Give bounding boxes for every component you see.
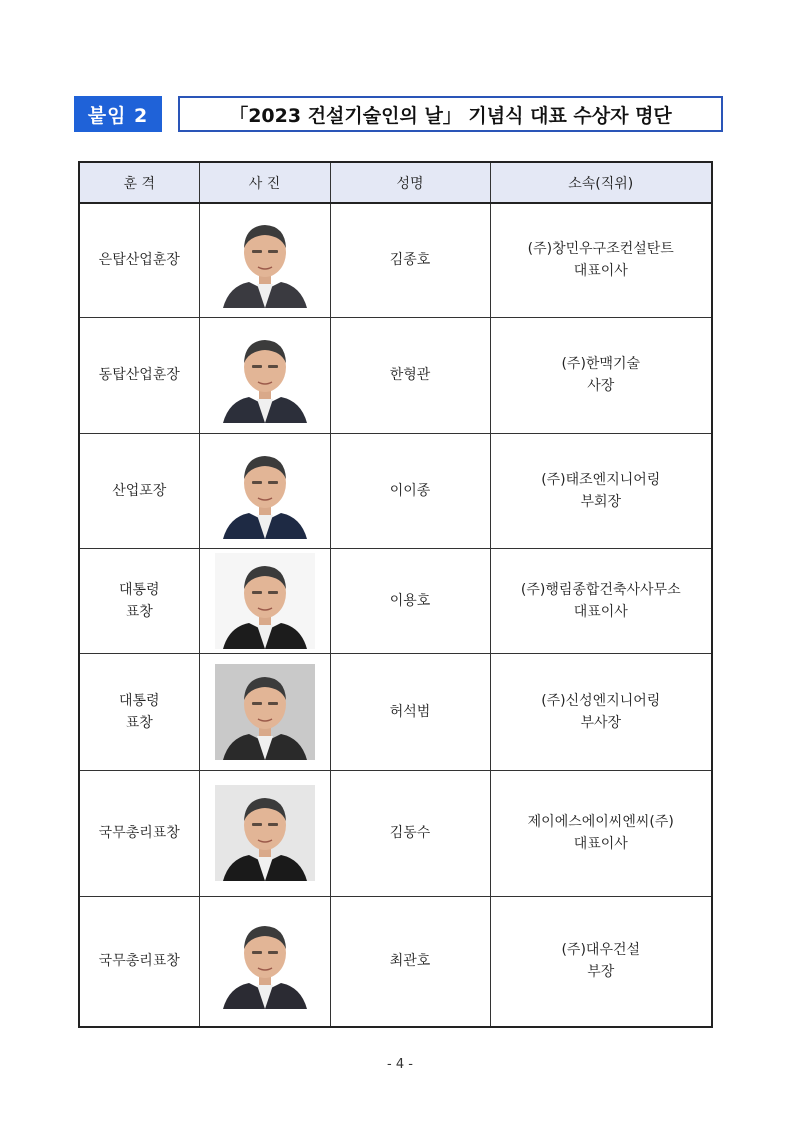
award-label: 산업포장 bbox=[112, 482, 167, 499]
award-cell bbox=[79, 653, 199, 770]
affiliation-cell bbox=[490, 433, 712, 548]
column-header-affiliation: 소속(직위) bbox=[490, 162, 712, 203]
photo-cell bbox=[199, 548, 330, 653]
position-title: 부사장 bbox=[580, 714, 622, 731]
photo-cell bbox=[199, 896, 330, 1027]
company-name: (주)대우건설 bbox=[561, 942, 641, 959]
award-label: 대통령 bbox=[118, 581, 160, 598]
portrait-photo bbox=[215, 664, 315, 760]
award-cell bbox=[79, 203, 199, 317]
position-title: 대표이사 bbox=[573, 263, 628, 280]
awardee-table bbox=[78, 161, 713, 1028]
table-row bbox=[79, 317, 712, 433]
table-row bbox=[79, 653, 712, 770]
table-row bbox=[79, 896, 712, 1027]
column-header-award: 훈 격 bbox=[79, 162, 199, 203]
affiliation-cell bbox=[490, 653, 712, 770]
table-row bbox=[79, 548, 712, 653]
award-cell bbox=[79, 770, 199, 896]
award-label: 국무총리표창 bbox=[98, 953, 180, 970]
company-name: (주)한맥기술 bbox=[561, 356, 641, 372]
name-cell: 김동수 bbox=[330, 770, 490, 896]
document-title: 「2023 건설기술인의 날」 기념식 대표 수상자 명단 bbox=[178, 96, 723, 132]
affiliation-cell bbox=[490, 770, 712, 896]
photo-cell bbox=[199, 203, 330, 317]
photo-cell bbox=[199, 770, 330, 896]
award-label: 국무총리표창 bbox=[98, 825, 180, 841]
award-cell bbox=[79, 433, 199, 548]
table-header-row bbox=[79, 162, 712, 203]
award-label: 대통령 bbox=[118, 692, 160, 709]
award-cell bbox=[79, 548, 199, 653]
position-title: 대표이사 bbox=[573, 603, 628, 620]
company-name: (주)창민우구조컨설탄트 bbox=[527, 241, 674, 258]
position-title: 사장 bbox=[587, 378, 615, 394]
company-name: (주)행림종합건축사사무소 bbox=[520, 581, 681, 598]
company-name: (주)신성엔지니어링 bbox=[541, 692, 661, 709]
table-row bbox=[79, 433, 712, 548]
position-title: 부회장 bbox=[580, 493, 622, 510]
award-label: 표창 bbox=[125, 603, 153, 620]
award-cell bbox=[79, 317, 199, 433]
award-cell bbox=[79, 896, 199, 1027]
award-label: 표창 bbox=[125, 714, 153, 731]
name-cell: 이용호 bbox=[330, 548, 490, 653]
photo-cell bbox=[199, 433, 330, 548]
column-header-photo: 사 진 bbox=[199, 162, 330, 203]
affiliation-cell bbox=[490, 203, 712, 317]
affiliation-cell bbox=[490, 548, 712, 653]
position-title: 부장 bbox=[587, 964, 615, 981]
award-label: 은탑산업훈장 bbox=[98, 252, 180, 269]
portrait-photo bbox=[215, 553, 315, 649]
position-title: 대표이사 bbox=[573, 836, 628, 852]
attachment-badge: 붙임 2 bbox=[74, 96, 162, 132]
photo-cell bbox=[199, 317, 330, 433]
company-name: (주)태조엔지니어링 bbox=[541, 471, 661, 488]
column-header-name: 성명 bbox=[330, 162, 490, 203]
table-row bbox=[79, 770, 712, 896]
name-cell: 한형관 bbox=[330, 317, 490, 433]
portrait-photo bbox=[215, 327, 315, 423]
name-cell: 김종호 bbox=[330, 203, 490, 317]
table-row bbox=[79, 203, 712, 317]
name-cell: 허석범 bbox=[330, 653, 490, 770]
affiliation-cell bbox=[490, 896, 712, 1027]
portrait-photo bbox=[215, 913, 315, 1009]
name-cell: 이이종 bbox=[330, 433, 490, 548]
affiliation-cell bbox=[490, 317, 712, 433]
photo-cell bbox=[199, 653, 330, 770]
portrait-photo bbox=[215, 785, 315, 881]
document-header bbox=[74, 96, 723, 132]
award-label: 동탑산업훈장 bbox=[98, 367, 180, 383]
page-number: - 4 - bbox=[387, 1057, 413, 1072]
name-cell: 최관호 bbox=[330, 896, 490, 1027]
portrait-photo bbox=[215, 212, 315, 308]
portrait-photo bbox=[215, 443, 315, 539]
company-name: 제이에스에이씨엔씨(주) bbox=[527, 814, 674, 830]
